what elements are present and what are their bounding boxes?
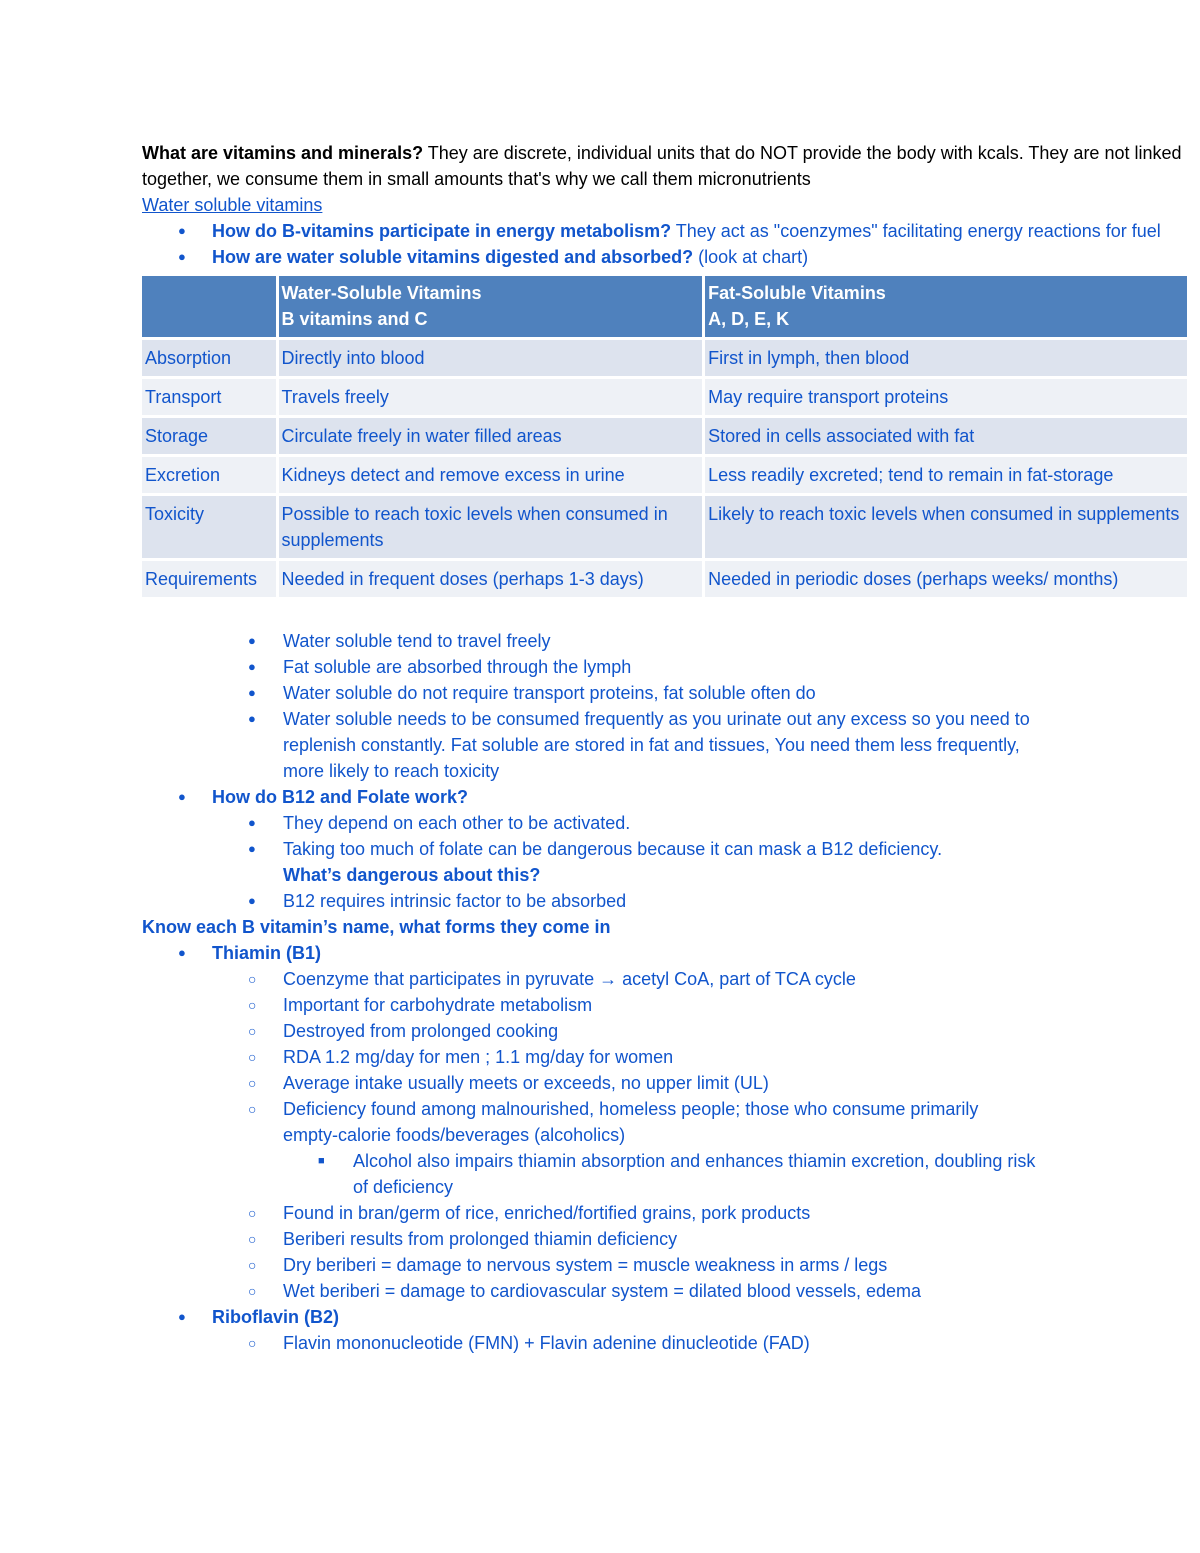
- bullet-icon: ●: [178, 789, 186, 804]
- list-item: ○ RDA 1.2 mg/day for men ; 1.1 mg/day for women: [142, 1044, 1187, 1070]
- table-header-row: [142, 276, 1187, 337]
- list-item: ● Taking too much of folate can be dangerous because it can mask a B12 deficiency. What’s dangerous about this?: [142, 836, 1187, 888]
- list-item: ○ Dry beriberi = damage to nervous system = muscle weakness in arms / legs: [142, 1252, 1187, 1278]
- fat-cell: Likely to reach toxic levels when consumed in supplements: [705, 496, 1187, 558]
- list-item: ○ Deficiency found among malnourished, homeless people; those who consume primarily empty-calorie foods/beverages (alcoholics): [142, 1096, 1187, 1148]
- row-label: Storage: [142, 418, 276, 454]
- row-label: Transport: [142, 379, 276, 415]
- table-row: [142, 379, 1187, 415]
- question-b-vitamins: How do B-vitamins participate in energy metabolism?: [212, 221, 672, 241]
- intro-paragraph: [142, 140, 1187, 192]
- sub-question-dangerous: What’s dangerous about this?: [283, 865, 541, 885]
- hollow-bullet-icon: ○: [248, 1283, 257, 1299]
- water-cell: Kidneys detect and remove excess in urine: [279, 457, 703, 493]
- table-row: [142, 561, 1187, 597]
- intro-question: What are vitamins and minerals?: [142, 143, 424, 163]
- hollow-bullet-icon: ○: [248, 1023, 257, 1039]
- answer-b-vitamins: They act as "coenzymes" facilitating energy reactions for fuel: [671, 221, 1161, 241]
- bullet-icon: ●: [178, 1309, 186, 1324]
- heading-b-vitamins: Know each B vitamin’s name, what forms they come in: [142, 917, 611, 937]
- bullet-icon: ●: [178, 249, 186, 264]
- row-label: Absorption: [142, 340, 276, 376]
- list-item: ○ Beriberi results from prolonged thiamin deficiency: [142, 1226, 1187, 1252]
- question-list: [142, 218, 1187, 270]
- list-item: [142, 1304, 1187, 1330]
- bullet-icon: ●: [248, 633, 256, 648]
- list-item: [142, 244, 1187, 270]
- hollow-bullet-icon: ○: [248, 971, 257, 987]
- list-item: ● Water soluble needs to be consumed frequently as you urinate out any excess so you need to replenish constantly. Fat soluble are stored in fat and tissues, You need them less frequently, more likely to reach toxicity: [142, 706, 1187, 784]
- answer-digested: (look at chart): [693, 247, 809, 267]
- water-cell: Circulate freely in water filled areas: [279, 418, 703, 454]
- list-item: ○ Wet beriberi = damage to cardiovascular system = dilated blood vessels, edema: [142, 1278, 1187, 1304]
- list-item: ○ Flavin mononucleotide (FMN) + Flavin adenine dinucleotide (FAD): [142, 1330, 1187, 1356]
- list-item: ● B12 requires intrinsic factor to be absorbed: [142, 888, 1187, 914]
- list-item: ○ Coenzyme that participates in pyruvate → acetyl CoA, part of TCA cycle: [142, 966, 1187, 992]
- list-item: [142, 218, 1187, 244]
- hollow-bullet-icon: ○: [248, 1205, 257, 1221]
- bullet-icon: ●: [248, 841, 256, 856]
- list-item: ● Fat soluble are absorbed through the lymph: [142, 654, 1187, 680]
- table-header-water: Water-Soluble Vitamins B vitamins and C: [279, 276, 703, 337]
- square-bullet-icon: ■: [318, 1155, 325, 1167]
- row-label: Requirements: [142, 561, 276, 597]
- hollow-bullet-icon: ○: [248, 1257, 257, 1273]
- hollow-bullet-icon: ○: [248, 997, 257, 1013]
- bullet-icon: ●: [248, 815, 256, 830]
- water-cell: Needed in frequent doses (perhaps 1-3 days): [279, 561, 703, 597]
- list-item: ○ Destroyed from prolonged cooking: [142, 1018, 1187, 1044]
- fat-cell: First in lymph, then blood: [705, 340, 1187, 376]
- fat-cell: Stored in cells associated with fat: [705, 418, 1187, 454]
- intro-answer: They are discrete, individual units that do NOT provide the body with kcals. They are not linked together, we consume them in small amounts that's why we call them micronutrients: [142, 143, 1182, 189]
- table-row: [142, 457, 1187, 493]
- question-digested: How are water soluble vitamins digested and absorbed?: [212, 247, 694, 267]
- bullet-icon: ●: [248, 893, 256, 908]
- hollow-bullet-icon: ○: [248, 1335, 257, 1351]
- fat-cell: May require transport proteins: [705, 379, 1187, 415]
- hollow-bullet-icon: ○: [248, 1101, 257, 1117]
- bullet-icon: ●: [178, 945, 186, 960]
- table-header-fat: Fat-Soluble Vitamins A, D, E, K: [705, 276, 1187, 337]
- list-item: ● Water soluble do not require transport proteins, fat soluble often do: [142, 680, 1187, 706]
- water-cell: Possible to reach toxic levels when consumed in supplements: [279, 496, 703, 558]
- water-cell: Directly into blood: [279, 340, 703, 376]
- thiamin-title: Thiamin (B1): [212, 943, 322, 963]
- table-row: [142, 340, 1187, 376]
- row-label: Excretion: [142, 457, 276, 493]
- water-soluble-vitamins-link[interactable]: Water soluble vitamins: [142, 195, 323, 215]
- list-item: [142, 940, 1187, 966]
- notes-list: [142, 628, 1187, 914]
- b-vitamin-list: [142, 940, 1187, 1356]
- list-item: ○ Important for carbohydrate metabolism: [142, 992, 1187, 1018]
- bullet-icon: ●: [248, 659, 256, 674]
- hollow-bullet-icon: ○: [248, 1049, 257, 1065]
- riboflavin-title: Riboflavin (B2): [212, 1307, 340, 1327]
- bullet-icon: ●: [248, 711, 256, 726]
- list-item: [142, 784, 1187, 810]
- list-item: ● They depend on each other to be activated.: [142, 810, 1187, 836]
- hollow-bullet-icon: ○: [248, 1075, 257, 1091]
- list-item: ■ Alcohol also impairs thiamin absorption and enhances thiamin excretion, doubling risk of deficiency: [142, 1148, 1187, 1200]
- bullet-icon: ●: [248, 685, 256, 700]
- table-row: [142, 496, 1187, 558]
- question-b12-folate: How do B12 and Folate work?: [212, 787, 469, 807]
- vitamin-comparison-table: [139, 273, 1190, 600]
- document-body: [142, 140, 1187, 1356]
- water-cell: Travels freely: [279, 379, 703, 415]
- list-item: ● Water soluble tend to travel freely: [142, 628, 1187, 654]
- hollow-bullet-icon: ○: [248, 1231, 257, 1247]
- table-row: [142, 418, 1187, 454]
- list-item: ○ Average intake usually meets or exceeds, no upper limit (UL): [142, 1070, 1187, 1096]
- fat-cell: Needed in periodic doses (perhaps weeks/ months): [705, 561, 1187, 597]
- table-header-empty: [142, 276, 276, 337]
- bullet-icon: ●: [178, 223, 186, 238]
- row-label: Toxicity: [142, 496, 276, 558]
- fat-cell: Less readily excreted; tend to remain in fat-storage: [705, 457, 1187, 493]
- list-item: ○ Found in bran/germ of rice, enriched/fortified grains, pork products: [142, 1200, 1187, 1226]
